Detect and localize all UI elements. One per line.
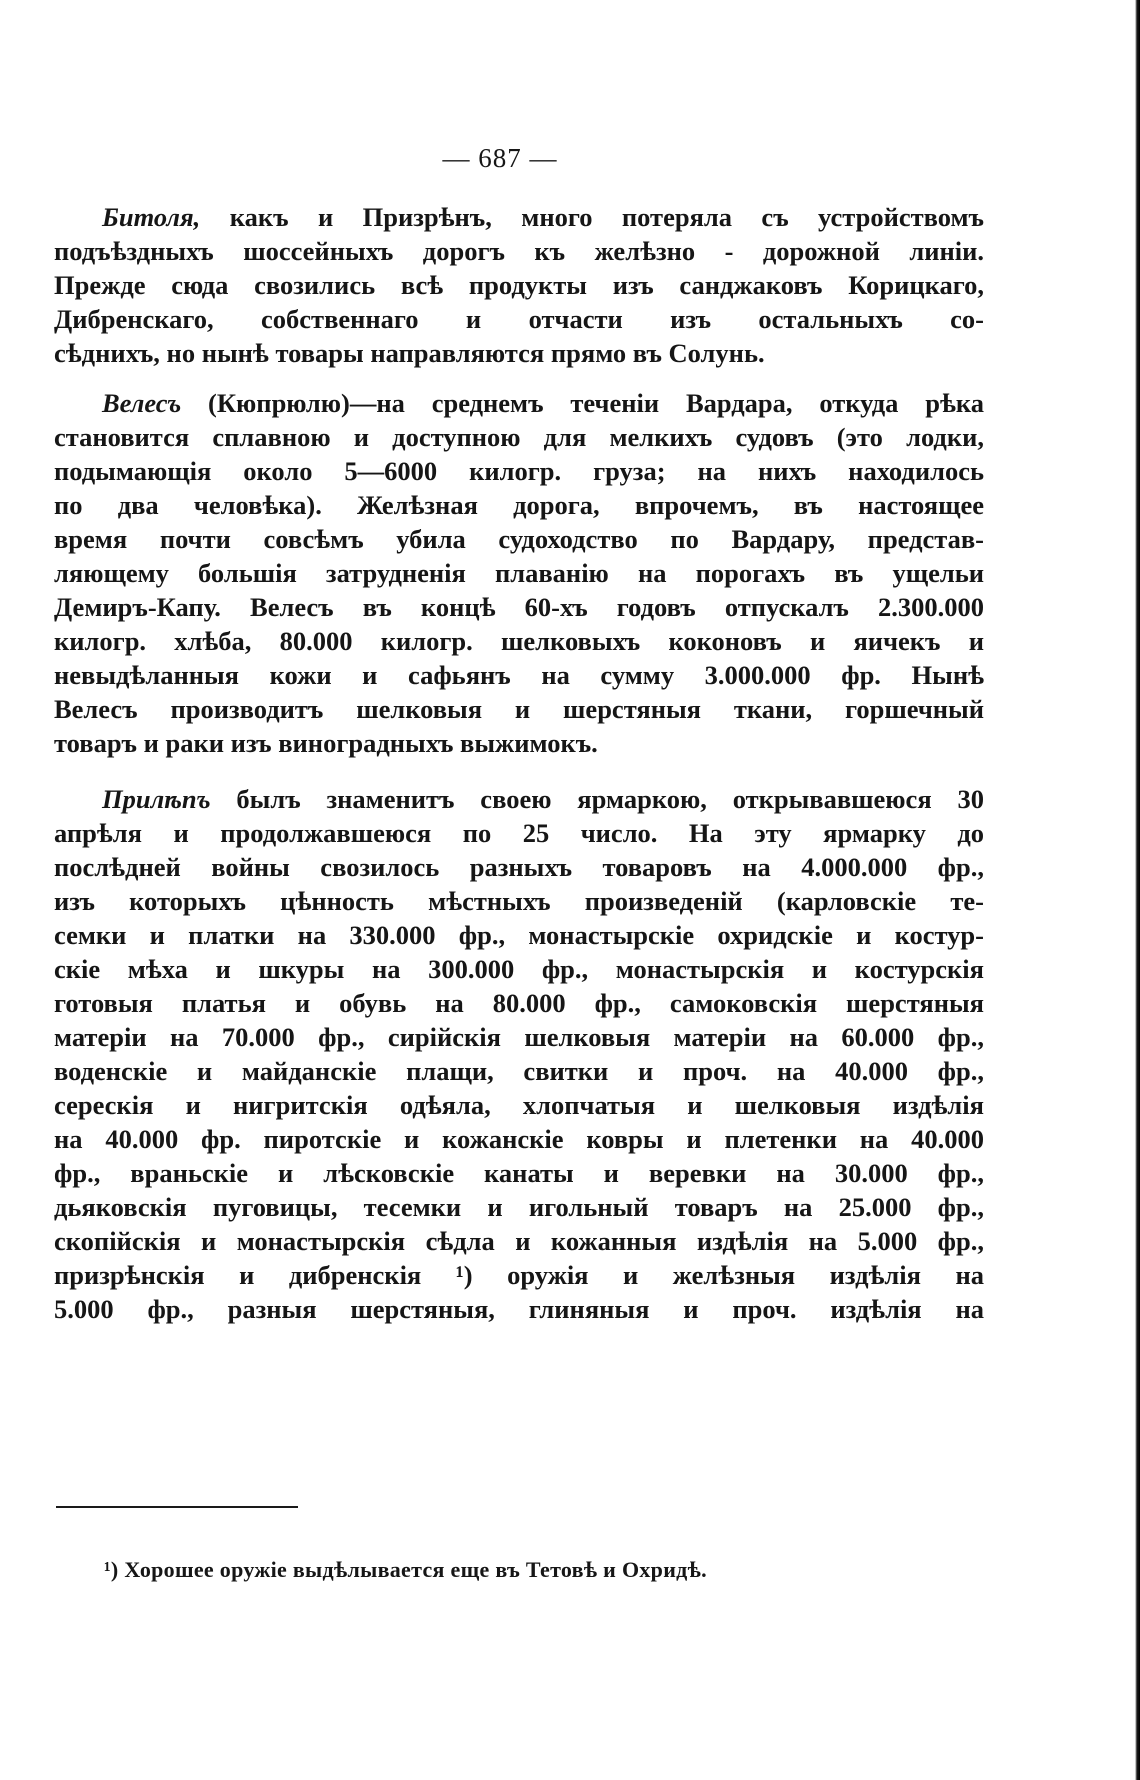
text-line: матеріи на 70.000 фр., сирійскія шелковыя матеріи на 60.000 фр., (54, 1022, 984, 1052)
text-line: по два человѣка). Желѣзная дорога, впрочемъ, въ настоящее (54, 490, 984, 520)
text-line: готовыя платья и обувь на 80.000 фр., самоковскія шерстяныя (54, 988, 984, 1018)
text-line-content: (Кюпрюлю)—на среднемъ теченіи Вардара, откуда рѣка (181, 388, 984, 418)
page-edge-shadow (1135, 0, 1140, 1780)
text-line: серескія и нигритскія одѣяла, хлопчатыя и шелковыя издѣлія (54, 1090, 984, 1120)
text-line: Прежде сюда свозились всѣ продукты изъ санджаковъ Корицкаго, (54, 270, 984, 300)
text-line: невыдѣланныя кожи и сафьянъ на сумму 3.000.000 фр. Нынѣ (54, 660, 984, 690)
footnote-divider (56, 1506, 298, 1508)
paragraph-bitola (54, 200, 984, 370)
text-line: Демиръ-Капу. Велесъ въ концѣ 60-хъ годовъ отпускалъ 2.300.000 (54, 592, 984, 622)
text-line: дьяковскія пуговицы, тесемки и игольный товаръ на 25.000 фр., (54, 1192, 984, 1222)
text-line: скопійскія и монастырскія сѣдла и кожанныя издѣлія на 5.000 фр., (54, 1226, 984, 1256)
text-line: подъѣздныхъ шоссейныхъ дорогъ къ желѣзно - дорожной линіи. (54, 236, 984, 266)
text-line: на 40.000 фр. пиротскіе и кожанскіе ковры и плетенки на 40.000 (54, 1124, 984, 1154)
text-line: Дибренскаго, собственнаго и отчасти изъ остальныхъ со- (54, 304, 984, 334)
text-line: становится сплавною и доступною для мелкихъ судовъ (это лодки, (54, 422, 984, 452)
paragraph-veles (54, 386, 984, 760)
text-line: воденскіе и майданскіе плащи, свитки и проч. на 40.000 фр., (54, 1056, 984, 1086)
text-line-content: былъ знаменитъ своею ярмаркою, открывавшеюся 30 (210, 784, 984, 814)
text-line: Велесъ производитъ шелковыя и шерстяныя ткани, горшечный (54, 694, 984, 724)
text-line: подымающія около 5—6000 килогр. груза; на нихъ находилось (54, 456, 984, 486)
text-line: время почти совсѣмъ убила судоходство по Вардару, представ- (54, 524, 984, 554)
text-line: товаръ и раки изъ виноградныхъ выжимокъ. (54, 728, 598, 758)
text-line: семки и платки на 330.000 фр., монастырскіе охридскіе и костур- (54, 920, 984, 950)
text-line: призрѣнскія и дибренскія ¹) оружія и желѣзныя издѣлія на (54, 1260, 984, 1290)
text-line (54, 200, 984, 234)
text-line: скіе мѣха и шкуры на 300.000 фр., монастырскія и костурскія (54, 954, 984, 984)
text-line: изъ которыхъ цѣнность мѣстныхъ произведеній (карловскіе те- (54, 886, 984, 916)
text-line: фр., враньскіе и лѣсковскіе канаты и веревки на 30.000 фр., (54, 1158, 984, 1188)
text-line (54, 386, 984, 420)
footnote: ¹) Хорошее оружіе выдѣлывается еще въ Тетовѣ и Охридѣ. (104, 1557, 707, 1582)
text-line: апрѣля и продолжавшеюся по 25 число. На эту ярмарку до (54, 818, 984, 848)
text-line-content: какъ и Призрѣнъ, много потеряла съ устройствомъ (200, 202, 984, 232)
text-line (54, 782, 984, 816)
text-line: килогр. хлѣба, 80.000 килогр. шелковыхъ коконовъ и яичекъ и (54, 626, 984, 656)
text-line: 5.000 фр., разныя шерстяныя, глиняныя и проч. издѣлія на (54, 1294, 984, 1324)
paragraph-prilep (54, 782, 984, 1326)
paragraph-lead-word: Велесъ (102, 388, 182, 418)
page-number: — 687 — (442, 143, 558, 173)
paragraph-lead-word: Прилѣпъ (102, 784, 211, 814)
body-text (54, 200, 984, 1326)
text-line: сѣднихъ, но нынѣ товары направляются прямо въ Солунь. (54, 338, 765, 368)
paragraph-lead-word: Битоля, (102, 202, 201, 232)
text-line: послѣдней войны свозилось разныхъ товаровъ на 4.000.000 фр., (54, 852, 984, 882)
text-line: ляющему большія затрудненія плаванію на порогахъ въ ущельи (54, 558, 984, 588)
